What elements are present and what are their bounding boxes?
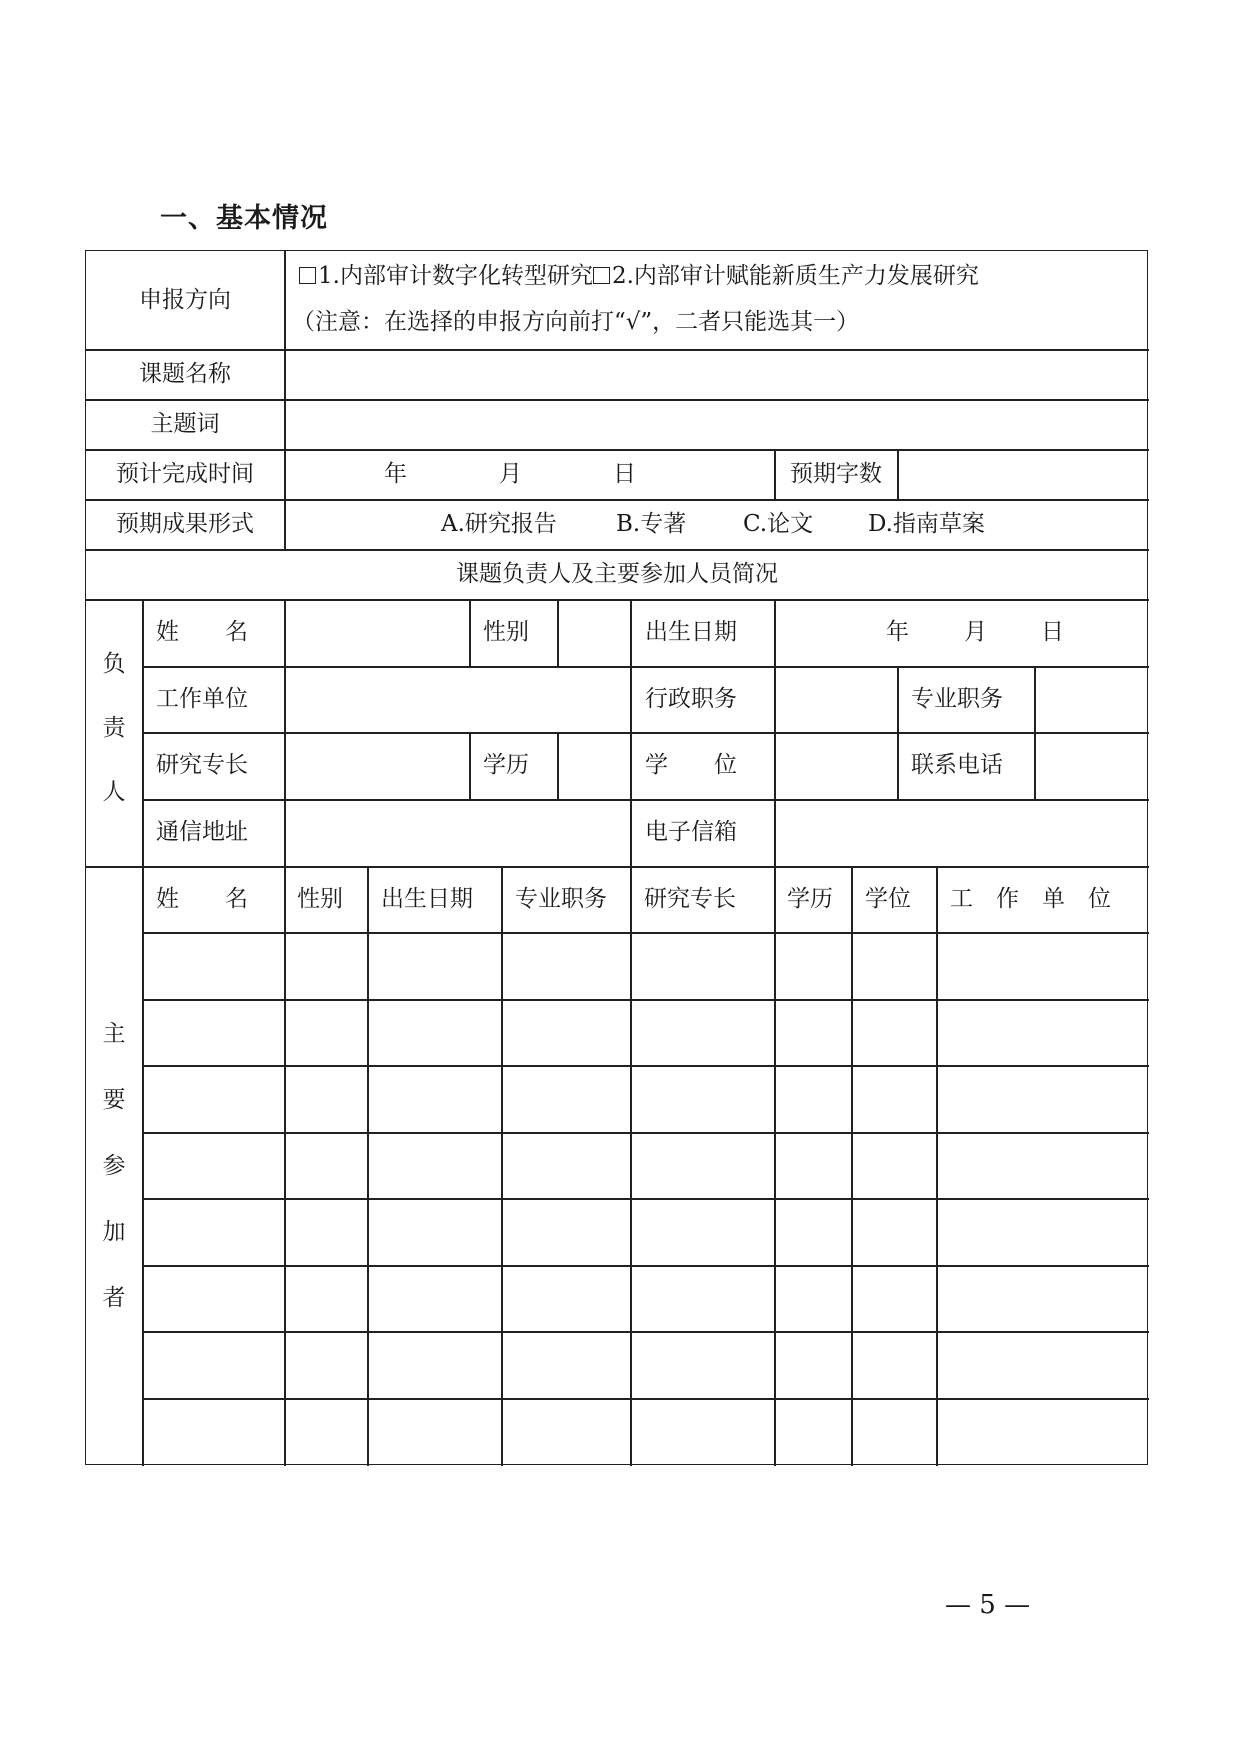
direction-option1-label: 1.内部审计数字化转型研究: [318, 263, 593, 289]
participant-cell[interactable]: [944, 1354, 1141, 1378]
row-divider: [142, 666, 1149, 668]
leader-education-label: 学历: [483, 752, 529, 778]
leader-name-label: 姓 名: [156, 619, 248, 645]
leader-admin-post-label: 行政职务: [645, 686, 737, 712]
participants-col-prof-post: 专业职务: [515, 886, 607, 912]
row-divider: [142, 732, 1149, 734]
row-divider: [142, 932, 1149, 934]
row-divider: [142, 999, 1149, 1001]
leader-birth-month[interactable]: 月: [964, 619, 987, 645]
col-divider: [774, 599, 776, 866]
participant-cell[interactable]: [375, 1354, 493, 1378]
row-divider: [142, 1265, 1149, 1267]
participant-cell[interactable]: [292, 1021, 359, 1045]
row-divider: [86, 349, 1149, 351]
leader-birth-year[interactable]: 年: [886, 619, 909, 645]
page-number: — 5 —: [945, 1590, 1031, 1620]
participants-col-specialty: 研究专长: [644, 886, 736, 912]
participant-cell[interactable]: [150, 1354, 276, 1378]
leader-phone-label: 联系电话: [911, 752, 1003, 778]
direction-option2-checkbox[interactable]: [593, 267, 610, 284]
participant-cell[interactable]: [150, 1021, 276, 1045]
participant-cell[interactable]: [292, 1354, 359, 1378]
participant-cell[interactable]: [859, 954, 928, 978]
participant-cell[interactable]: [782, 1021, 843, 1045]
participant-cell[interactable]: [292, 1287, 359, 1311]
basic-info-form: [85, 250, 1148, 1465]
participant-cell[interactable]: [638, 1021, 766, 1045]
participant-cell[interactable]: [375, 1087, 493, 1111]
participant-cell[interactable]: [292, 1087, 359, 1111]
col-divider: [630, 599, 632, 866]
col-divider: [557, 599, 559, 666]
participant-cell[interactable]: [782, 1420, 843, 1444]
participant-cell[interactable]: [150, 1420, 276, 1444]
completion-label: 预计完成时间: [116, 461, 254, 487]
participants-col-gender: 性别: [297, 886, 343, 912]
leader-prof-post-label: 专业职务: [911, 686, 1003, 712]
row-divider: [86, 549, 1149, 551]
participant-cell[interactable]: [292, 954, 359, 978]
participant-cell[interactable]: [782, 954, 843, 978]
participants-side-char: 加: [102, 1219, 126, 1245]
leader-birth-day[interactable]: 日: [1041, 619, 1064, 645]
completion-year[interactable]: 年: [384, 461, 407, 487]
participants-col-degree: 学位: [865, 886, 911, 912]
participant-cell[interactable]: [292, 1420, 359, 1444]
participant-cell[interactable]: [944, 1420, 1141, 1444]
participant-cell[interactable]: [509, 1354, 622, 1378]
col-divider: [774, 866, 776, 1466]
participant-cell[interactable]: [859, 1220, 928, 1244]
participant-cell[interactable]: [375, 1420, 493, 1444]
keywords-label: 主题词: [150, 411, 220, 437]
participant-cell[interactable]: [509, 1420, 622, 1444]
outcome-option-b[interactable]: B.专著: [616, 511, 687, 537]
participant-cell[interactable]: [509, 1220, 622, 1244]
participant-cell[interactable]: [150, 1087, 276, 1111]
row-divider: [142, 1065, 1149, 1067]
outcome-label: 预期成果形式: [116, 511, 254, 537]
col-divider: [851, 866, 853, 1466]
participants-side-char: 者: [102, 1285, 126, 1311]
col-divider: [1034, 666, 1036, 799]
col-divider: [284, 599, 286, 1466]
row-divider: [142, 1398, 1149, 1400]
leader-side-char: 人: [102, 779, 126, 805]
participant-cell[interactable]: [638, 1087, 766, 1111]
row-divider: [86, 599, 1149, 601]
row-divider: [142, 1132, 1149, 1134]
col-divider: [501, 866, 503, 1466]
participant-cell[interactable]: [509, 1087, 622, 1111]
row-divider: [142, 799, 1149, 801]
direction-option1-checkbox[interactable]: [299, 267, 316, 284]
participant-cell[interactable]: [150, 1287, 276, 1311]
participant-cell[interactable]: [859, 1021, 928, 1045]
row-divider: [86, 866, 1149, 868]
participant-cell[interactable]: [944, 954, 1141, 978]
outcome-option-c[interactable]: C.论文: [743, 511, 814, 537]
direction-options: [299, 265, 979, 288]
participant-cell[interactable]: [859, 1154, 928, 1178]
participant-cell[interactable]: [509, 1021, 622, 1045]
col-divider: [936, 866, 938, 1466]
row-divider: [86, 499, 1149, 501]
col-divider: [142, 599, 144, 1466]
participant-cell[interactable]: [782, 1154, 843, 1178]
participant-cell[interactable]: [638, 954, 766, 978]
participants-side-char: 参: [102, 1153, 126, 1179]
participant-cell[interactable]: [944, 1220, 1141, 1244]
leader-gender-label: 性别: [483, 619, 529, 645]
participant-cell[interactable]: [782, 1220, 843, 1244]
row-divider: [142, 1331, 1149, 1333]
direction-note: （注意：在选择的申报方向前打“√”，二者只能选其一）: [292, 309, 860, 335]
completion-month[interactable]: 月: [499, 461, 522, 487]
participant-cell[interactable]: [375, 954, 493, 978]
participant-cell[interactable]: [375, 1154, 493, 1178]
wordcount-label: 预期字数: [790, 461, 882, 487]
col-divider: [284, 251, 286, 549]
col-divider: [367, 866, 369, 1466]
participant-cell[interactable]: [944, 1021, 1141, 1045]
row-divider: [86, 449, 1149, 451]
participant-cell[interactable]: [375, 1287, 493, 1311]
participants-side-char: 要: [102, 1087, 126, 1113]
col-divider: [469, 599, 471, 666]
participants-col-unit: 工 作 单 位: [950, 886, 1111, 912]
participant-cell[interactable]: [292, 1154, 359, 1178]
leader-address-label: 通信地址: [156, 819, 248, 845]
participant-cell[interactable]: [292, 1220, 359, 1244]
leader-email-label: 电子信箱: [645, 819, 737, 845]
participant-cell[interactable]: [375, 1220, 493, 1244]
participant-cell[interactable]: [150, 1154, 276, 1178]
topic-name-label: 课题名称: [139, 361, 231, 387]
direction-option2-label: 2.内部审计赋能新质生产力发展研究: [611, 263, 979, 289]
participant-cell[interactable]: [782, 1354, 843, 1378]
direction-label: 申报方向: [139, 287, 231, 313]
leader-specialty-label: 研究专长: [156, 752, 248, 778]
row-divider: [86, 399, 1149, 401]
col-divider: [557, 732, 559, 799]
participant-cell[interactable]: [638, 1287, 766, 1311]
outcome-option-a[interactable]: A.研究报告: [441, 511, 557, 537]
participant-cell[interactable]: [782, 1087, 843, 1111]
col-divider: [469, 732, 471, 799]
participant-cell[interactable]: [859, 1287, 928, 1311]
participant-cell[interactable]: [638, 1420, 766, 1444]
leader-birth-label: 出生日期: [645, 619, 737, 645]
participant-cell[interactable]: [150, 954, 276, 978]
participant-cell[interactable]: [638, 1220, 766, 1244]
completion-day[interactable]: 日: [613, 461, 636, 487]
col-divider: [774, 449, 776, 499]
participant-cell[interactable]: [509, 1287, 622, 1311]
leader-side-char: 责: [102, 715, 126, 741]
leader-degree-label: 学 位: [645, 752, 737, 778]
section-title: 一、基本情况: [160, 203, 328, 234]
row-divider: [142, 1198, 1149, 1200]
participant-cell[interactable]: [944, 1287, 1141, 1311]
participant-cell[interactable]: [944, 1087, 1141, 1111]
participant-cell[interactable]: [859, 1087, 928, 1111]
participant-cell[interactable]: [150, 1220, 276, 1244]
participant-cell[interactable]: [375, 1021, 493, 1045]
leader-unit-label: 工作单位: [156, 686, 248, 712]
participant-cell[interactable]: [944, 1154, 1141, 1178]
participant-cell[interactable]: [638, 1154, 766, 1178]
personnel-header: 课题负责人及主要参加人员简况: [456, 561, 778, 587]
participant-cell[interactable]: [638, 1354, 766, 1378]
participant-cell[interactable]: [509, 1154, 622, 1178]
participants-side-char: 主: [102, 1021, 126, 1047]
col-divider: [630, 866, 632, 1466]
col-divider: [897, 666, 899, 799]
participant-cell[interactable]: [859, 1420, 928, 1444]
participant-cell[interactable]: [509, 954, 622, 978]
participant-cell[interactable]: [782, 1287, 843, 1311]
participants-col-birth: 出生日期: [381, 886, 473, 912]
outcome-option-d[interactable]: D.指南草案: [868, 511, 985, 537]
participants-col-name: 姓 名: [156, 886, 248, 912]
leader-side-char: 负: [102, 651, 126, 677]
col-divider: [897, 449, 899, 499]
participant-cell[interactable]: [859, 1354, 928, 1378]
participants-col-education: 学历: [787, 886, 833, 912]
